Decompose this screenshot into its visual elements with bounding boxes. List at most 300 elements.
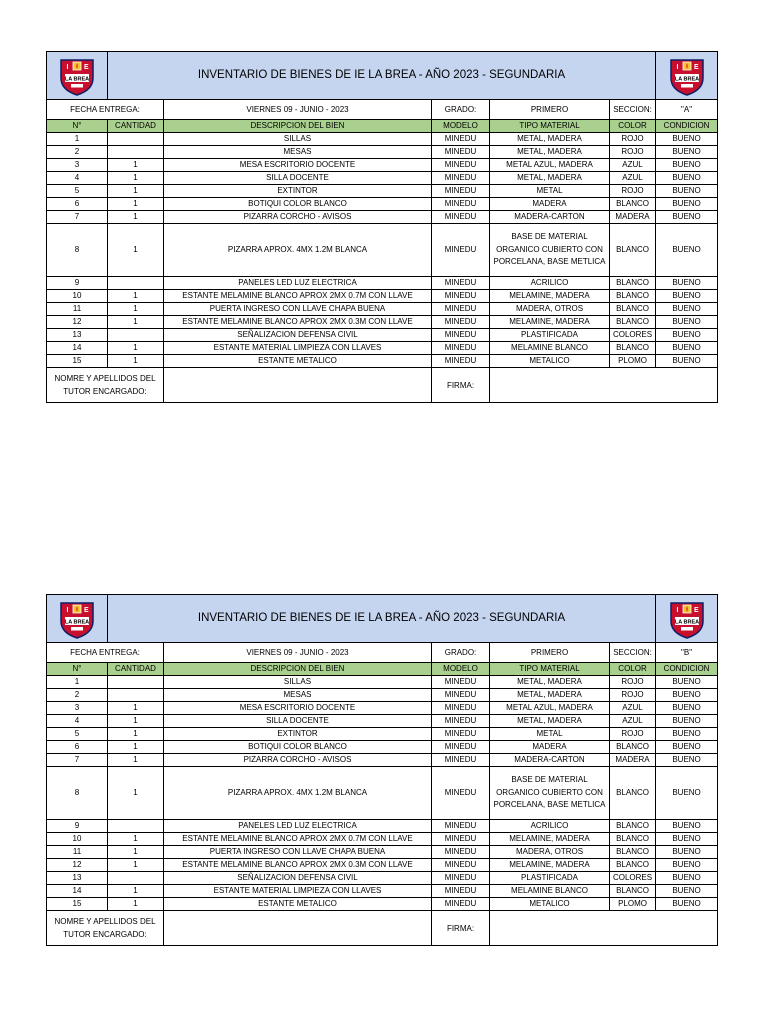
table-cell: MINEDU — [432, 885, 490, 898]
table-row — [47, 316, 718, 329]
table-row — [47, 872, 718, 885]
table-cell: BUENO — [656, 872, 718, 885]
table-cell: MINEDU — [432, 133, 490, 146]
column-header: CANTIDAD — [108, 663, 164, 676]
table-cell — [108, 277, 164, 290]
table-cell: 9 — [47, 277, 108, 290]
table-cell: BUENO — [656, 898, 718, 911]
table-cell: MESAS — [164, 689, 432, 702]
table-cell: MESAS — [164, 146, 432, 159]
table-cell — [108, 329, 164, 342]
table-cell: 6 — [47, 741, 108, 754]
table-cell: 12 — [47, 316, 108, 329]
table-cell: 5 — [47, 185, 108, 198]
table-cell: BUENO — [656, 329, 718, 342]
signature-row — [47, 911, 718, 946]
sheet-title: INVENTARIO DE BIENES DE IE LA BREA - AÑO 2023 - SEGUNDARIA — [108, 595, 656, 643]
table-cell: BLANCO — [610, 342, 656, 355]
firma-field[interactable] — [490, 911, 718, 946]
table-cell: AZUL — [610, 702, 656, 715]
column-header: N° — [47, 120, 108, 133]
table-row — [47, 211, 718, 224]
table-cell: MINEDU — [432, 303, 490, 316]
table-cell: MELAMINE, MADERA — [490, 833, 610, 846]
table-cell: MINEDU — [432, 689, 490, 702]
table-cell: 7 — [47, 754, 108, 767]
table-cell: BUENO — [656, 133, 718, 146]
title-row — [47, 595, 718, 643]
table-cell: 1 — [47, 676, 108, 689]
table-cell: BUENO — [656, 885, 718, 898]
svg-text:LA BREA: LA BREA — [674, 76, 699, 82]
table-cell — [108, 872, 164, 885]
table-cell: 13 — [47, 329, 108, 342]
svg-text:E: E — [84, 63, 89, 71]
svg-text:I: I — [66, 63, 69, 71]
table-cell: METALICO — [490, 355, 610, 368]
table-cell — [108, 676, 164, 689]
logo-left — [47, 595, 108, 643]
table-cell: ESTANTE METALICO — [164, 355, 432, 368]
table-cell: ROJO — [610, 185, 656, 198]
svg-text:LA BREA: LA BREA — [674, 619, 699, 625]
table-row — [47, 767, 718, 820]
table-row — [47, 728, 718, 741]
table-cell: 1 — [108, 741, 164, 754]
table-cell: METAL, MADERA — [490, 676, 610, 689]
table-cell: MESA ESCRITORIO DOCENTE — [164, 159, 432, 172]
table-cell: METALICO — [490, 898, 610, 911]
table-row — [47, 185, 718, 198]
table-cell: PLOMO — [610, 898, 656, 911]
table-cell: COLORES — [610, 329, 656, 342]
table-cell: 3 — [47, 159, 108, 172]
table-cell: 5 — [47, 728, 108, 741]
table-cell: 9 — [47, 820, 108, 833]
column-header: TIPO MATERIAL — [490, 663, 610, 676]
table-cell: METAL, MADERA — [490, 172, 610, 185]
table-row — [47, 820, 718, 833]
table-cell: METAL, MADERA — [490, 715, 610, 728]
table-cell: EXTINTOR — [164, 728, 432, 741]
table-cell: BLANCO — [610, 303, 656, 316]
firma-label: FIRMA: — [432, 911, 490, 946]
table-cell: MELAMINE, MADERA — [490, 290, 610, 303]
table-cell: AZUL — [610, 159, 656, 172]
logo-right — [656, 52, 718, 100]
table-cell: MINEDU — [432, 185, 490, 198]
svg-text:E: E — [693, 63, 699, 71]
table-cell: 15 — [47, 355, 108, 368]
table-cell: 11 — [47, 303, 108, 316]
table-cell: MINEDU — [432, 342, 490, 355]
table-cell: 1 — [108, 290, 164, 303]
table-cell: 1 — [108, 211, 164, 224]
table-cell: BOTIQUI COLOR BLANCO — [164, 198, 432, 211]
table-cell: MINEDU — [432, 329, 490, 342]
table-cell: BASE DE MATERIAL ORGANICO CUBIERTO CON PORCELANA, BASE METLICA — [490, 224, 610, 277]
table-cell: 1 — [108, 728, 164, 741]
column-header: CANTIDAD — [108, 120, 164, 133]
table-cell: ROJO — [610, 146, 656, 159]
table-cell: PLOMO — [610, 355, 656, 368]
table-cell: PLASTIFICADA — [490, 872, 610, 885]
table-cell: BUENO — [656, 198, 718, 211]
table-cell: MINEDU — [432, 172, 490, 185]
table-cell: MINEDU — [432, 728, 490, 741]
table-cell: BUENO — [656, 355, 718, 368]
table-cell: METAL, MADERA — [490, 689, 610, 702]
table-cell: MINEDU — [432, 702, 490, 715]
table-cell: 1 — [108, 159, 164, 172]
table-cell: MINEDU — [432, 198, 490, 211]
table-cell: MINEDU — [432, 277, 490, 290]
table-cell: BUENO — [656, 211, 718, 224]
meta-row — [47, 100, 718, 120]
table-cell: 1 — [108, 754, 164, 767]
table-cell: BLANCO — [610, 767, 656, 820]
column-header: TIPO MATERIAL — [490, 120, 610, 133]
table-row — [47, 303, 718, 316]
table-cell: 1 — [108, 859, 164, 872]
table-row — [47, 898, 718, 911]
table-cell: BLANCO — [610, 885, 656, 898]
table-cell: PANELES LED LUZ ELECTRICA — [164, 277, 432, 290]
table-cell: BUENO — [656, 185, 718, 198]
table-row — [47, 676, 718, 689]
svg-text:I: I — [676, 606, 679, 614]
table-cell: MINEDU — [432, 754, 490, 767]
grado-label: GRADO: — [432, 643, 490, 663]
table-cell: ROJO — [610, 728, 656, 741]
table-row — [47, 329, 718, 342]
table-cell: 14 — [47, 885, 108, 898]
table-cell: MELAMINE, MADERA — [490, 859, 610, 872]
table-cell: 1 — [108, 715, 164, 728]
table-cell: BUENO — [656, 715, 718, 728]
firma-field[interactable] — [490, 368, 718, 403]
table-cell: BUENO — [656, 833, 718, 846]
table-cell: PIZARRA CORCHO - AVISOS — [164, 754, 432, 767]
table-row — [47, 159, 718, 172]
table-cell: AZUL — [610, 172, 656, 185]
table-cell: 4 — [47, 715, 108, 728]
column-header: CONDICION — [656, 663, 718, 676]
table-cell: 7 — [47, 211, 108, 224]
table-cell: BUENO — [656, 224, 718, 277]
table-cell: ROJO — [610, 689, 656, 702]
table-cell: MINEDU — [432, 316, 490, 329]
table-cell: PIZARRA CORCHO - AVISOS — [164, 211, 432, 224]
table-cell: MADERA-CARTON — [490, 211, 610, 224]
grado-value: PRIMERO — [490, 100, 610, 120]
table-cell — [108, 133, 164, 146]
table-cell — [108, 820, 164, 833]
table-cell: 1 — [108, 833, 164, 846]
table-cell: 15 — [47, 898, 108, 911]
column-header: DESCRIPCION DEL BIEN — [164, 663, 432, 676]
table-cell: 2 — [47, 689, 108, 702]
table-cell: 3 — [47, 702, 108, 715]
table-cell: BUENO — [656, 277, 718, 290]
table-cell: MINEDU — [432, 846, 490, 859]
table-cell: BLANCO — [610, 277, 656, 290]
tutor-label: NOMRE Y APELLIDOS DEL TUTOR ENCARGADO: — [47, 368, 164, 403]
table-cell: BUENO — [656, 702, 718, 715]
table-cell: EXTINTOR — [164, 185, 432, 198]
table-cell: BOTIQUI COLOR BLANCO — [164, 741, 432, 754]
table-cell: 1 — [108, 224, 164, 277]
table-cell: MINEDU — [432, 820, 490, 833]
table-row — [47, 833, 718, 846]
svg-text:LA BREA: LA BREA — [64, 619, 90, 625]
table-cell: 1 — [108, 172, 164, 185]
table-row — [47, 859, 718, 872]
table-cell: 1 — [108, 702, 164, 715]
table-cell: BUENO — [656, 689, 718, 702]
school-crest-logo — [58, 599, 96, 639]
table-cell: PANELES LED LUZ ELECTRICA — [164, 820, 432, 833]
svg-text:I: I — [676, 63, 679, 71]
table-cell: ROJO — [610, 133, 656, 146]
table-cell: MINEDU — [432, 355, 490, 368]
fecha-label: FECHA ENTREGA: — [47, 643, 164, 663]
table-cell: SILLA DOCENTE — [164, 172, 432, 185]
table-cell: MESA ESCRITORIO DOCENTE — [164, 702, 432, 715]
table-cell: 1 — [108, 342, 164, 355]
column-header: N° — [47, 663, 108, 676]
table-cell: 1 — [108, 885, 164, 898]
table-cell: 4 — [47, 172, 108, 185]
table-cell: BASE DE MATERIAL ORGANICO CUBIERTO CON PORCELANA, BASE METLICA — [490, 767, 610, 820]
table-cell: 1 — [108, 767, 164, 820]
table-cell: BLANCO — [610, 198, 656, 211]
inventory-sheet-a — [46, 51, 717, 403]
table-cell: BUENO — [656, 754, 718, 767]
table-cell: SEÑALIZACION DEFENSA CIVIL — [164, 329, 432, 342]
table-row — [47, 754, 718, 767]
table-cell: MELAMINE BLANCO — [490, 342, 610, 355]
table-cell: SEÑALIZACION DEFENSA CIVIL — [164, 872, 432, 885]
table-cell: MELAMINE BLANCO — [490, 885, 610, 898]
table-cell: BUENO — [656, 146, 718, 159]
table-row — [47, 702, 718, 715]
table-cell: PIZARRA APROX. 4MX 1.2M BLANCA — [164, 224, 432, 277]
table-cell: BUENO — [656, 342, 718, 355]
table-cell: PUERTA INGRESO CON LLAVE CHAPA BUENA — [164, 303, 432, 316]
inventory-table — [46, 51, 718, 403]
inventory-table — [46, 594, 718, 946]
column-header: MODELO — [432, 663, 490, 676]
table-row — [47, 198, 718, 211]
grado-label: GRADO: — [432, 100, 490, 120]
sheet-title: INVENTARIO DE BIENES DE IE LA BREA - AÑO 2023 - SEGUNDARIA — [108, 52, 656, 100]
svg-text:LA BREA: LA BREA — [64, 76, 90, 82]
table-cell: 8 — [47, 767, 108, 820]
fecha-value: VIERNES 09 - JUNIO - 2023 — [164, 100, 432, 120]
table-cell: BUENO — [656, 316, 718, 329]
column-header-row — [47, 120, 718, 133]
table-cell: METAL AZUL, MADERA — [490, 702, 610, 715]
table-row — [47, 342, 718, 355]
table-cell: MADERA — [610, 754, 656, 767]
table-cell: MADERA, OTROS — [490, 846, 610, 859]
table-cell: PLASTIFICADA — [490, 329, 610, 342]
table-row — [47, 741, 718, 754]
table-cell: 11 — [47, 846, 108, 859]
table-cell: MINEDU — [432, 741, 490, 754]
table-cell: MADERA, OTROS — [490, 303, 610, 316]
table-cell: BUENO — [656, 741, 718, 754]
meta-row — [47, 643, 718, 663]
table-cell: BLANCO — [610, 833, 656, 846]
table-cell: BUENO — [656, 728, 718, 741]
table-cell: 1 — [108, 898, 164, 911]
table-cell: SILLA DOCENTE — [164, 715, 432, 728]
table-cell: ESTANTE MELAMINE BLANCO APROX 2MX 0.7M CON LLAVE — [164, 290, 432, 303]
table-cell: BUENO — [656, 846, 718, 859]
table-cell: METAL — [490, 185, 610, 198]
svg-text:I: I — [66, 606, 69, 614]
table-cell: 1 — [108, 185, 164, 198]
seccion-label: SECCION: — [610, 643, 656, 663]
table-cell: ESTANTE MELAMINE BLANCO APROX 2MX 0.3M CON LLAVE — [164, 859, 432, 872]
table-cell: COLORES — [610, 872, 656, 885]
table-cell — [108, 146, 164, 159]
table-cell: MADERA — [490, 198, 610, 211]
fecha-value: VIERNES 09 - JUNIO - 2023 — [164, 643, 432, 663]
tutor-label: NOMRE Y APELLIDOS DEL TUTOR ENCARGADO: — [47, 911, 164, 946]
table-cell: METAL AZUL, MADERA — [490, 159, 610, 172]
svg-text:E: E — [84, 606, 89, 614]
table-cell: BUENO — [656, 767, 718, 820]
table-cell: ESTANTE MELAMINE BLANCO APROX 2MX 0.3M CON LLAVE — [164, 316, 432, 329]
table-row — [47, 290, 718, 303]
table-cell: SILLAS — [164, 133, 432, 146]
table-row — [47, 355, 718, 368]
table-cell: BLANCO — [610, 846, 656, 859]
table-cell: MINEDU — [432, 290, 490, 303]
column-header-row — [47, 663, 718, 676]
table-cell: 1 — [108, 355, 164, 368]
table-row — [47, 172, 718, 185]
table-cell: 14 — [47, 342, 108, 355]
logo-left — [47, 52, 108, 100]
table-cell: BUENO — [656, 159, 718, 172]
table-cell: MINEDU — [432, 859, 490, 872]
table-cell: BLANCO — [610, 859, 656, 872]
table-cell: MADERA — [610, 211, 656, 224]
table-cell: ROJO — [610, 676, 656, 689]
table-row — [47, 224, 718, 277]
table-cell: BUENO — [656, 859, 718, 872]
table-cell: ACRILICO — [490, 820, 610, 833]
table-cell: MINEDU — [432, 211, 490, 224]
table-cell: ESTANTE MATERIAL LIMPIEZA CON LLAVES — [164, 885, 432, 898]
tutor-name-field[interactable] — [164, 911, 432, 946]
table-cell: ESTANTE MATERIAL LIMPIEZA CON LLAVES — [164, 342, 432, 355]
table-row — [47, 689, 718, 702]
table-cell: 2 — [47, 146, 108, 159]
column-header: COLOR — [610, 120, 656, 133]
table-cell: BLANCO — [610, 290, 656, 303]
table-cell: 1 — [108, 303, 164, 316]
table-cell: 1 — [108, 316, 164, 329]
column-header: COLOR — [610, 663, 656, 676]
grado-value: PRIMERO — [490, 643, 610, 663]
inventory-sheet-b — [46, 594, 717, 946]
table-cell: ACRILICO — [490, 277, 610, 290]
signature-row — [47, 368, 718, 403]
logo-right — [656, 595, 718, 643]
table-cell: MADERA-CARTON — [490, 754, 610, 767]
column-header: MODELO — [432, 120, 490, 133]
table-cell: 12 — [47, 859, 108, 872]
svg-text:E: E — [693, 606, 699, 614]
table-cell: PIZARRA APROX. 4MX 1.2M BLANCA — [164, 767, 432, 820]
table-cell: MINEDU — [432, 224, 490, 277]
table-cell: METAL, MADERA — [490, 146, 610, 159]
table-cell: BUENO — [656, 676, 718, 689]
table-cell: BUENO — [656, 303, 718, 316]
table-row — [47, 146, 718, 159]
table-cell: BLANCO — [610, 741, 656, 754]
seccion-label: SECCION: — [610, 100, 656, 120]
school-crest-logo — [668, 56, 706, 96]
table-row — [47, 885, 718, 898]
table-cell: METAL — [490, 728, 610, 741]
school-crest-logo — [58, 56, 96, 96]
table-cell: 10 — [47, 290, 108, 303]
table-row — [47, 846, 718, 859]
table-cell: PUERTA INGRESO CON LLAVE CHAPA BUENA — [164, 846, 432, 859]
table-cell: MINEDU — [432, 872, 490, 885]
table-cell: METAL, MADERA — [490, 133, 610, 146]
table-cell: ESTANTE MELAMINE BLANCO APROX 2MX 0.7M CON LLAVE — [164, 833, 432, 846]
table-cell — [108, 689, 164, 702]
firma-label: FIRMA: — [432, 368, 490, 403]
table-cell: SILLAS — [164, 676, 432, 689]
table-cell: MADERA — [490, 741, 610, 754]
seccion-value: "B" — [656, 643, 718, 663]
table-cell: AZUL — [610, 715, 656, 728]
table-cell: 6 — [47, 198, 108, 211]
title-row — [47, 52, 718, 100]
table-row — [47, 133, 718, 146]
table-cell: 1 — [108, 198, 164, 211]
table-cell: MINEDU — [432, 898, 490, 911]
table-cell: MINEDU — [432, 146, 490, 159]
table-cell: MINEDU — [432, 767, 490, 820]
column-header: DESCRIPCION DEL BIEN — [164, 120, 432, 133]
tutor-name-field[interactable] — [164, 368, 432, 403]
table-cell: 1 — [47, 133, 108, 146]
table-cell: BLANCO — [610, 820, 656, 833]
table-cell: 1 — [108, 846, 164, 859]
column-header: CONDICION — [656, 120, 718, 133]
table-cell: BLANCO — [610, 224, 656, 277]
table-row — [47, 277, 718, 290]
table-cell: ESTANTE METALICO — [164, 898, 432, 911]
table-cell: MINEDU — [432, 676, 490, 689]
table-cell: MELAMINE, MADERA — [490, 316, 610, 329]
fecha-label: FECHA ENTREGA: — [47, 100, 164, 120]
table-row — [47, 715, 718, 728]
table-cell: BUENO — [656, 820, 718, 833]
table-cell: 8 — [47, 224, 108, 277]
table-cell: 10 — [47, 833, 108, 846]
table-cell: MINEDU — [432, 715, 490, 728]
